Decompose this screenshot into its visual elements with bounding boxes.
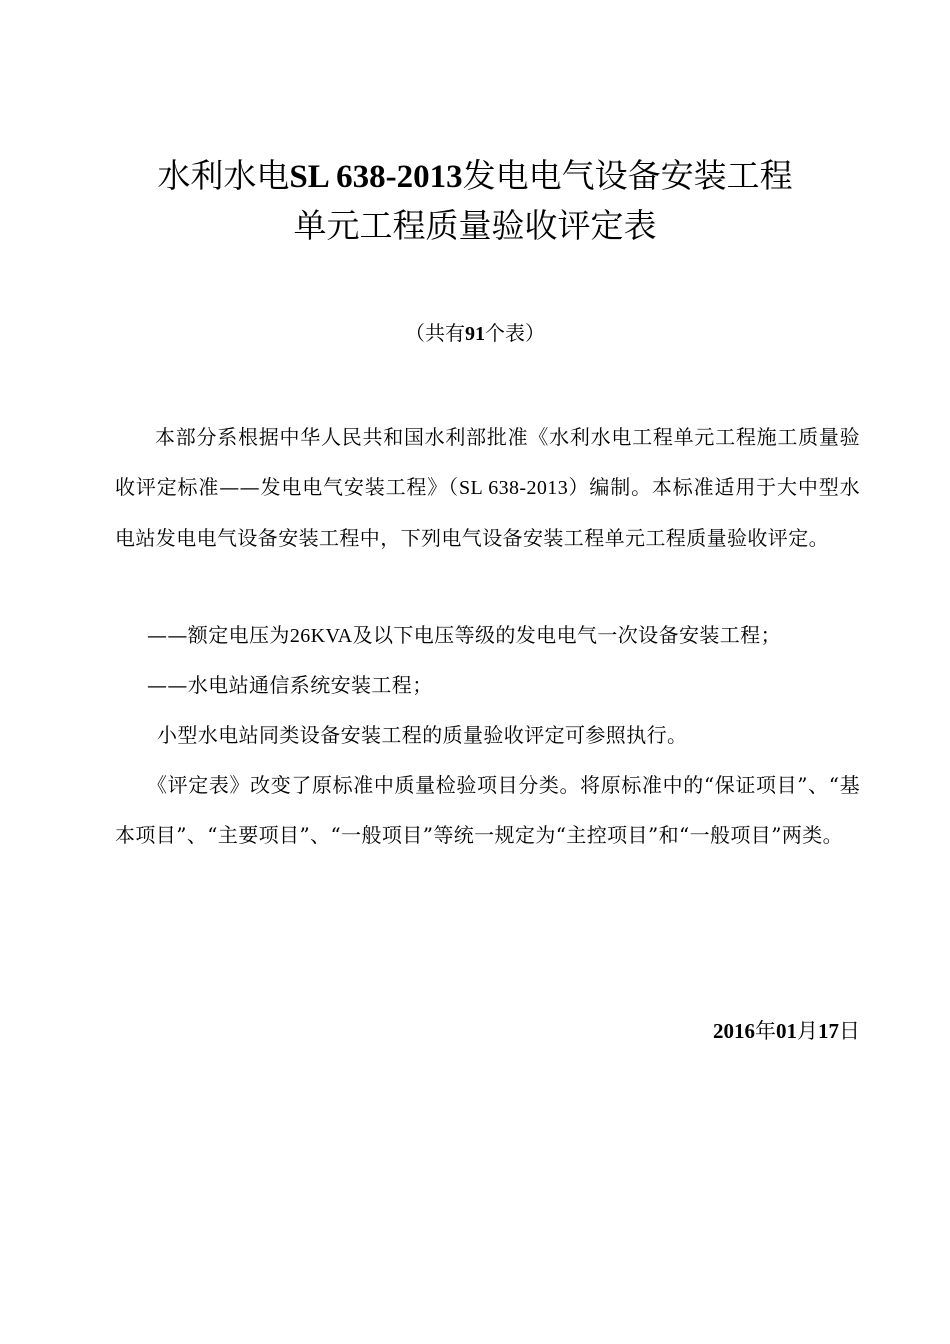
date-day-unit: 日 bbox=[839, 1019, 860, 1043]
intro-paragraph bbox=[115, 412, 860, 563]
date-year: 2016 bbox=[713, 1019, 755, 1043]
small-station-note: 小型水电站同类设备安装工程的质量验收评定可参照执行。 bbox=[157, 723, 688, 747]
scope-voltage-text-a: ——额定电压为 bbox=[147, 623, 290, 647]
table-count-close: 个表） bbox=[485, 321, 545, 345]
date-month: 01 bbox=[776, 1019, 797, 1043]
scope-item-voltage bbox=[115, 610, 860, 661]
title-line-1 bbox=[0, 156, 950, 197]
title-suffix: 发电电气设备安装工程 bbox=[462, 156, 793, 195]
scope-voltage-text-b: 及以下电压等级的发电电气一次设备安装工程； bbox=[352, 623, 781, 647]
intro-standard-code: SL 638-2013 bbox=[458, 477, 569, 499]
intro-text-b: ）编制。本标准适用于大中型水电站发电电气设备安装工程中，下列电气设备安装工程单元工程质量验收评定。 bbox=[115, 475, 860, 550]
scope-item-communication: ——水电站通信系统安装工程； bbox=[147, 673, 433, 697]
table-count-open: （共有 bbox=[405, 321, 465, 345]
date-month-unit: 月 bbox=[797, 1019, 818, 1043]
title-line-2: 单元工程质量验收评定表 bbox=[293, 206, 657, 245]
document-date bbox=[713, 1013, 860, 1049]
date-year-unit: 年 bbox=[755, 1019, 776, 1043]
scope-voltage-value: 26KVA bbox=[289, 625, 353, 647]
table-count-note bbox=[0, 318, 950, 349]
intro-text-a: 本部分系根据中华人民共和国水利部批准《水利水电工程单元工程施工质量验收评定标准——发电电气安装工程》（ bbox=[115, 425, 860, 499]
title-prefix: 水利水电 bbox=[157, 156, 290, 195]
classification-paragraph: 《评定表》改变了原标准中质量检验项目分类。将原标准中的“保证项目”、“基本项目”、“主要项目”、“一般项目”等统一规定为“主控项目”和“一般项目”两类。 bbox=[115, 773, 860, 847]
date-day: 17 bbox=[818, 1019, 839, 1043]
table-count: 91 bbox=[465, 323, 485, 345]
standard-code: SL 638-2013 bbox=[289, 159, 463, 195]
